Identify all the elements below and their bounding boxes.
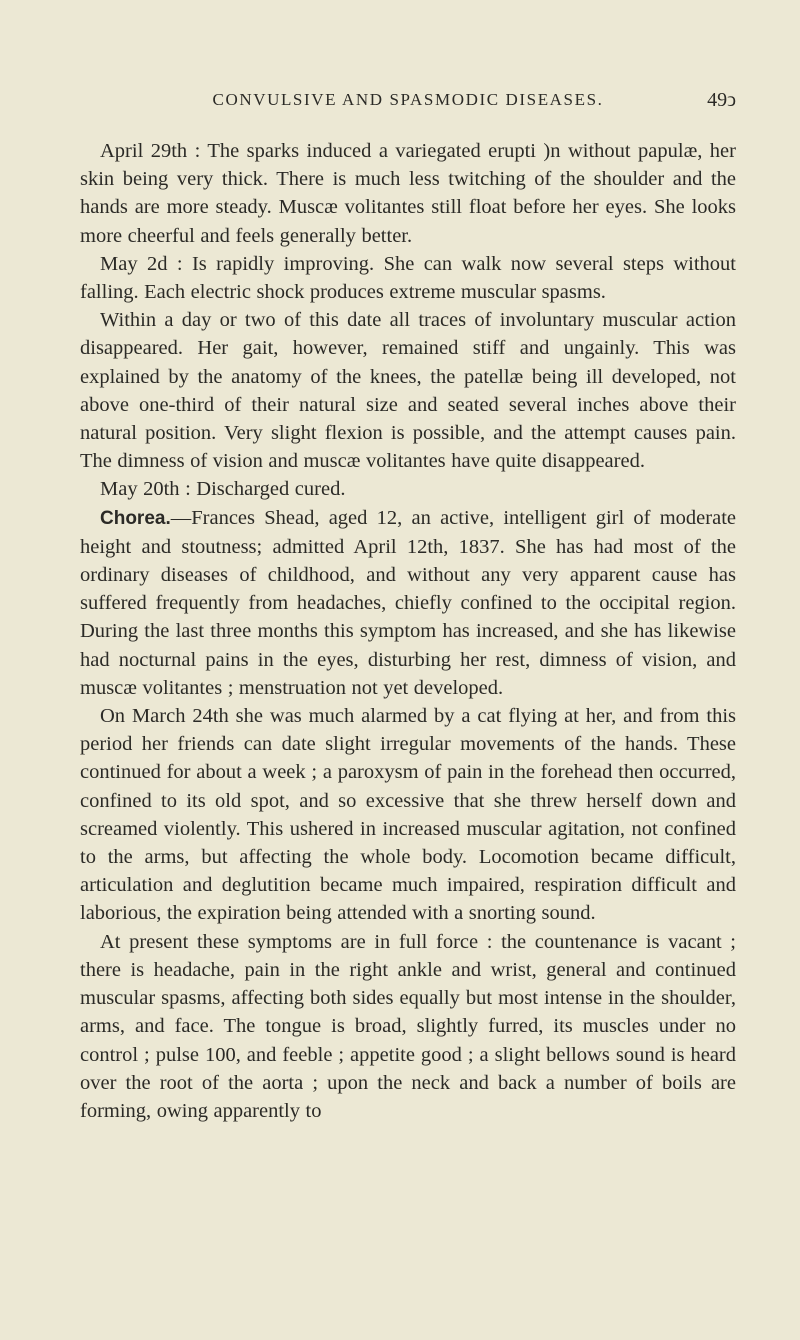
paragraph-recovery: Within a day or two of this date all traces of involuntary muscular action disappeared. Her gait, however, remained stiff and ungainly. This was explained by the anatomy of the knees, the patellæ being ill developed, not above one-third of their natural size and seated several inches above their natural position. Very slight flexion is possible, and the attempt causes pain. The dimness of vision and muscæ volitantes have quite disappeared.	[80, 309, 736, 473]
paragraph-present-symptoms: At present these symptoms are in full force : the countenance is vacant ; there is headache, pain in the right ankle and wrist, general and continued muscular spasms, affecting both sides equally but most intense in the shoulder, arms, and face. The tongue is broad, slightly furred, its muscles under no control ; pulse 100, and feeble ; appetite good ; a slight bellows sound is heard over the root of the aorta ; upon the neck and back a number of boils are forming, owing apparently to	[80, 930, 736, 1122]
paragraph-may-2: May 2d : Is rapidly improving. She can walk now several steps without falling. Each electric shock produces extreme muscular spasms.	[80, 252, 736, 304]
page-number: 49ↄ	[707, 89, 736, 111]
body-text	[80, 137, 736, 1125]
book-page	[80, 90, 736, 1125]
running-head	[80, 90, 736, 120]
running-title: CONVULSIVE AND SPASMODIC DISEASES.	[212, 90, 604, 109]
run-in-heading: Chorea.	[100, 507, 171, 529]
paragraph-april-29: April 29th : The sparks induced a variegated erupti )n without papulæ, her skin being very thick. There is much less twitching of the shoulder and the hands are more steady. Muscæ volitantes still float before her eyes. She looks more cheerful and feels generally better.	[80, 140, 736, 247]
paragraph-may-20: May 20th : Discharged cured.	[100, 478, 346, 501]
paragraph-march-24: On March 24th she was much alarmed by a cat flying at her, and from this period her friends can date slight irregular movements of the hands. These continued for about a week ; a paroxysm of pain in the forehead then occurred, confined to its old spot, and so excessive that she threw herself down and screamed violently. This ushered in increased muscular agitation, not confined to the arms, but affecting the whole body. Locomotion became difficult, articulation and deglutition became much impaired, respiration difficult and laborious, the expiration being attended with a snorting sound.	[80, 705, 736, 925]
paragraph-chorea-case: Chorea.—Frances Shead, aged 12, an active, intelligent girl of moderate height and stoutness; admitted April 12th, 1837. She has had most of the ordinary diseases of childhood, and without any very apparent cause has suffered frequently from headaches, chiefly confined to the occipital region. During the last three months this symptom has increased, and she has likewise had nocturnal pains in the eyes, disturbing her rest, dimness of vision, and muscæ volitantes ; menstruation not yet developed.	[80, 506, 736, 699]
